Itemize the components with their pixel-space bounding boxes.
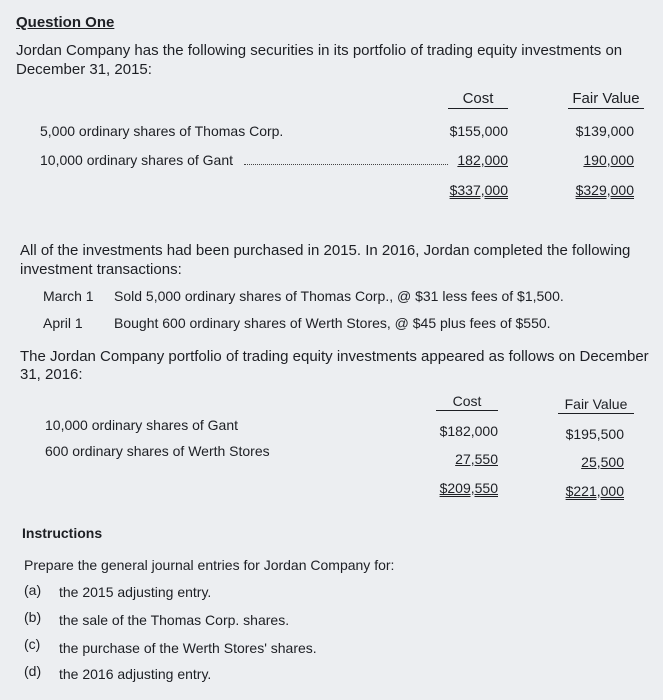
instruction-text-c: the purchase of the Werth Stores' shares. [59,640,317,656]
instruction-text-a: the 2015 adjusting entry. [59,584,212,600]
transaction-date-2: April 1 [43,315,83,331]
row-label-gant-2015: 10,000 ordinary shares of Gant [40,152,234,168]
para3-line-1: The Jordan Company portfolio of trading equity investments appeared as follows on December [20,348,649,365]
intro-line-1: Jordan Company has the following securities in its portfolio of trading equity investments on [16,42,623,59]
instruction-text-b: the sale of the Thomas Corp. shares. [59,612,290,628]
transaction-text-2: Bought 600 ordinary shares of Werth Stores, @ $45 plus fees of $550. [114,315,551,331]
total-fair-2015: $329,000 [575,182,634,198]
instructions-title: Instructions [22,525,103,541]
transaction-date-1: March 1 [43,288,94,304]
row-fair-thomas-2015: $139,000 [575,123,634,139]
fair-value-header-2016: Fair Value [558,396,634,414]
row-fair-werth-2016: 25,500 [581,454,624,470]
instruction-letter-a: (a) [24,582,42,598]
total-fair-2016: $221,000 [565,483,624,499]
row-cost-werth-2016: 27,550 [455,451,498,467]
total-cost-2015: $337,000 [449,182,508,198]
instruction-letter-c: (c) [24,636,41,652]
para3-line-2: 31, 2016: [20,366,83,383]
instruction-letter-d: (d) [24,663,42,679]
row-label-thomas-2015: 5,000 ordinary shares of Thomas Corp. [40,123,284,139]
leader-dots [244,164,448,165]
para2-line-2: investment transactions: [20,261,182,278]
intro-line-2: December 31, 2015: [16,61,152,78]
total-cost-2016: $209,550 [439,480,498,496]
row-cost-thomas-2015: $155,000 [449,123,508,139]
instruction-text-d: the 2016 adjusting entry. [59,666,212,682]
row-fair-gant-2015: 190,000 [583,152,634,168]
row-cost-gant-2016: $182,000 [439,423,498,439]
cost-header-2016: Cost [436,393,498,411]
question-heading: Question One [16,14,115,31]
para2-line-1: All of the investments had been purchased in 2015. In 2016, Jordan completed the following [20,242,631,259]
cost-header-2015: Cost [448,90,508,109]
transaction-text-1: Sold 5,000 ordinary shares of Thomas Corp., @ $31 less fees of $1,500. [114,288,564,304]
fair-value-header-2015: Fair Value [568,90,644,109]
row-cost-gant-2015: 182,000 [457,152,508,168]
row-label-werth-2016: 600 ordinary shares of Werth Stores [45,443,270,459]
instruction-letter-b: (b) [24,609,42,625]
row-label-gant-2016: 10,000 ordinary shares of Gant [45,417,239,433]
instructions-intro: Prepare the general journal entries for Jordan Company for: [24,557,395,573]
row-fair-gant-2016: $195,500 [565,426,624,442]
